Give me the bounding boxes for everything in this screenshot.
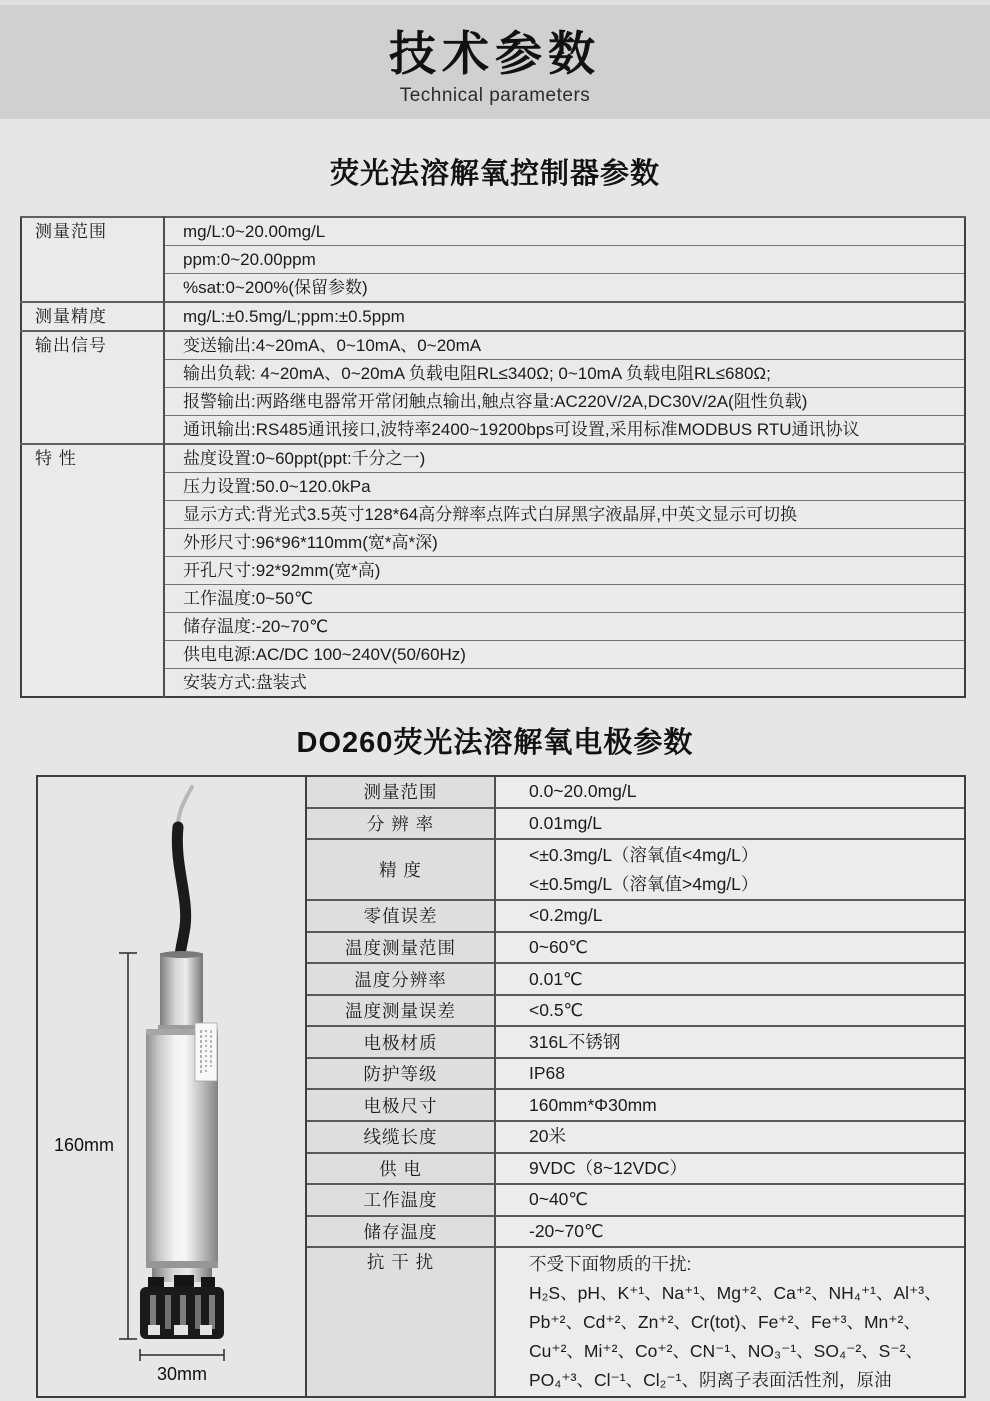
electrode-param-value-line: 0~60℃ — [529, 936, 589, 957]
electrode-param-row — [307, 777, 964, 808]
electrode-param-value-line: Pb⁺²、Cd⁺²、Zn⁺²、Cr(tot)、Fe⁺²、Fe⁺³、Mn⁺²、 — [529, 1311, 921, 1332]
controller-param-row — [21, 331, 965, 360]
electrode-param-row — [307, 1026, 964, 1058]
electrode-param-value-line: Cu⁺²、Mi⁺²、Co⁺²、CN⁻¹、NO₃⁻¹、SO₄⁻²、S⁻²、 — [529, 1340, 923, 1361]
electrode-param-row — [307, 932, 964, 964]
param-group-label: 测量范围 — [21, 217, 164, 302]
electrode-section-title: DO260荧光法溶解氧电极参数 — [296, 727, 694, 759]
electrode-param-value-line: 0~40℃ — [529, 1189, 589, 1210]
electrode-param-value — [495, 1184, 964, 1216]
param-value: 通讯输出:RS485通讯接口,波特率2400~19200bps可设置,采用标准MODBUS RTU通讯协议 — [164, 416, 965, 445]
param-group-label: 特 性 — [21, 444, 164, 697]
electrode-param-label: 工作温度 — [307, 1184, 495, 1216]
controller-param-row — [21, 217, 965, 246]
electrode-param-value — [495, 995, 964, 1027]
electrode-param-label: 温度分辨率 — [307, 963, 495, 995]
electrode-param-value — [495, 963, 964, 995]
probe-cable — [177, 827, 185, 955]
electrode-param-label: 电极尺寸 — [307, 1089, 495, 1121]
param-value: 外形尺寸:96*96*110mm(宽*高*深) — [164, 529, 965, 557]
electrode-param-value-line: 0.01℃ — [529, 968, 583, 989]
electrode-param-label: 分 辨 率 — [307, 808, 495, 840]
electrode-param-row — [307, 1216, 964, 1248]
electrode-param-row — [307, 995, 964, 1027]
electrode-params-table-wrap — [307, 777, 964, 1396]
page-header — [0, 5, 990, 119]
electrode-param-value-line: <0.2mg/L — [529, 905, 603, 926]
electrode-param-value — [495, 839, 964, 900]
param-value: 工作温度:0~50℃ — [164, 585, 965, 613]
param-value: ppm:0~20.00ppm — [164, 246, 965, 274]
electrode-param-value — [495, 900, 964, 932]
electrode-param-value-line: -20~70℃ — [529, 1220, 604, 1241]
controller-params-table — [20, 216, 966, 698]
param-value: 开孔尺寸:92*92mm(宽*高) — [164, 557, 965, 585]
width-dimension-line — [140, 1349, 224, 1361]
electrode-param-value-line: IP68 — [529, 1063, 565, 1084]
electrode-param-row — [307, 808, 964, 840]
probe-neck — [158, 951, 205, 1031]
electrode-param-label: 电极材质 — [307, 1026, 495, 1058]
param-value: 安装方式:盘装式 — [164, 669, 965, 698]
electrode-param-value — [495, 1026, 964, 1058]
electrode-param-value-line: 160mm*Φ30mm — [529, 1094, 657, 1115]
probe-image-panel — [38, 777, 307, 1396]
param-value: 储存温度:-20~70℃ — [164, 613, 965, 641]
param-group-label: 测量精度 — [21, 302, 164, 331]
electrode-param-value-line: 0.01mg/L — [529, 812, 602, 833]
param-value: 报警输出:两路继电器常开常闭触点输出,触点容量:AC220V/2A,DC30V/2A(阻性负载) — [164, 388, 965, 416]
electrode-param-value — [495, 932, 964, 964]
electrode-param-row — [307, 1089, 964, 1121]
electrode-param-row — [307, 1121, 964, 1153]
electrode-params-table — [307, 777, 964, 1396]
do-probe-illustration — [38, 777, 303, 1396]
electrode-params-block — [36, 775, 966, 1398]
electrode-param-value-line: 20米 — [529, 1126, 566, 1147]
param-value: mg/L:±0.5mg/L;ppm:±0.5ppm — [164, 302, 965, 331]
param-value: 供电电源:AC/DC 100~240V(50/60Hz) — [164, 641, 965, 669]
electrode-param-value-line: 316L不锈钢 — [529, 1031, 621, 1052]
controller-param-row — [21, 444, 965, 473]
page-title: 技术参数 — [389, 27, 601, 80]
param-value: mg/L:0~20.00mg/L — [164, 217, 965, 246]
electrode-param-label: 精 度 — [307, 839, 495, 900]
height-dimension-label: 160mm — [54, 1135, 115, 1155]
electrode-param-row — [307, 900, 964, 932]
electrode-param-value — [495, 1058, 964, 1090]
electrode-param-value-line: 0.0~20.0mg/L — [529, 781, 637, 802]
electrode-param-label: 温度测量误差 — [307, 995, 495, 1027]
electrode-param-row — [307, 1058, 964, 1090]
electrode-param-value — [495, 1089, 964, 1121]
electrode-param-value — [495, 777, 964, 808]
width-dimension-label: 30mm — [156, 1364, 208, 1384]
electrode-param-label: 储存温度 — [307, 1216, 495, 1248]
controller-section-title: 荧光法溶解氧控制器参数 — [329, 158, 660, 190]
electrode-param-row — [307, 1184, 964, 1216]
electrode-param-value — [495, 1216, 964, 1248]
electrode-param-row — [307, 963, 964, 995]
electrode-param-value — [495, 1247, 964, 1396]
electrode-param-row — [307, 839, 964, 900]
param-value: 变送输出:4~20mA、0~10mA、0~20mA — [164, 331, 965, 360]
electrode-param-label: 零值误差 — [307, 900, 495, 932]
electrode-param-value-line: 9VDC（8~12VDC） — [529, 1157, 688, 1178]
param-value: 盐度设置:0~60ppt(ppt:千分之一) — [164, 444, 965, 473]
electrode-param-label: 抗 干 扰 — [307, 1247, 495, 1396]
electrode-param-value-line: H₂S、pH、K⁺¹、Na⁺¹、Mg⁺²、Ca⁺²、NH₄⁺¹、Al⁺³、 — [529, 1282, 942, 1303]
electrode-param-value-line: <±0.5mg/L（溶氧值>4mg/L） — [529, 873, 759, 894]
electrode-param-row — [307, 1247, 964, 1396]
electrode-param-value-line: 不受下面物质的干扰: — [529, 1253, 692, 1274]
electrode-param-value-line: PO₄⁺³、Cl⁻¹、Cl₂⁻¹、阴离子表面活性剂，原油 — [529, 1369, 892, 1390]
electrode-param-value-line: <±0.3mg/L（溶氧值<4mg/L） — [529, 844, 759, 865]
height-dimension-line — [119, 953, 137, 1339]
param-value: 显示方式:背光式3.5英寸128*64高分辩率点阵式白屏黑字液晶屏,中英文显示可切换 — [164, 501, 965, 529]
electrode-param-value — [495, 1121, 964, 1153]
electrode-param-label: 温度测量范围 — [307, 932, 495, 964]
param-value: 输出负载: 4~20mA、0~20mA 负载电阻RL≤340Ω; 0~10mA 负载电阻RL≤680Ω; — [164, 360, 965, 388]
electrode-param-row — [307, 1153, 964, 1185]
electrode-param-label: 供 电 — [307, 1153, 495, 1185]
page-subtitle: Technical parameters — [399, 85, 591, 106]
controller-param-row — [21, 302, 965, 331]
param-value: %sat:0~200%(保留参数) — [164, 274, 965, 303]
probe-label-sticker — [195, 1023, 217, 1081]
probe-guard-cage — [140, 1275, 224, 1339]
param-group-label: 输出信号 — [21, 331, 164, 444]
electrode-param-value — [495, 808, 964, 840]
electrode-param-label: 测量范围 — [307, 777, 495, 808]
param-value: 压力设置:50.0~120.0kPa — [164, 473, 965, 501]
electrode-param-value-line: <0.5℃ — [529, 1000, 584, 1021]
electrode-param-label: 线缆长度 — [307, 1121, 495, 1153]
electrode-param-value — [495, 1153, 964, 1185]
electrode-param-label: 防护等级 — [307, 1058, 495, 1090]
